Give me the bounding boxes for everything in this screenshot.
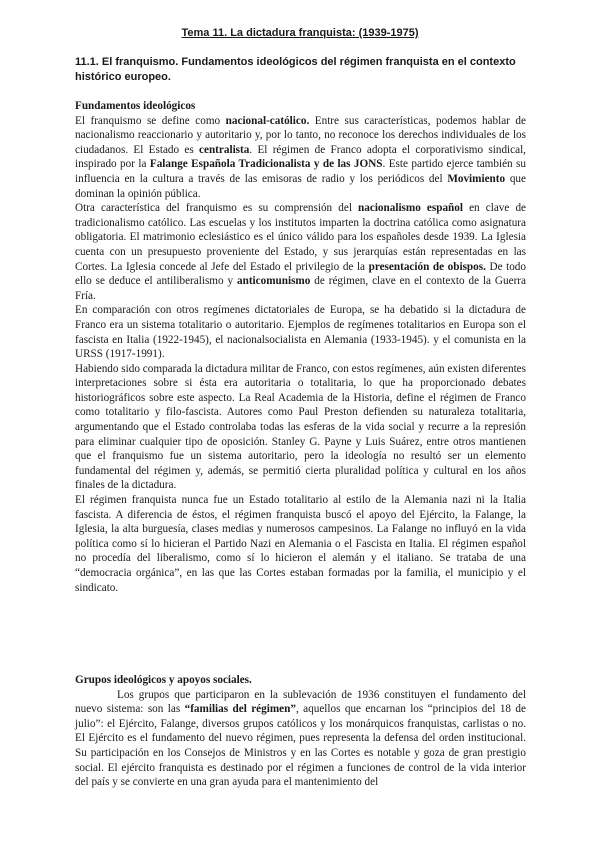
paragraph: En comparación con otros regímenes dictatoriales de Europa, se ha debatido si la dictadura de Franco era un sistema totalitario o autoritario. Ejemplos de regímenes totalitarios en Europa son el fascista en Italia (1922-1945), el nacionalsocialista en Alemania (1933-1945). y el comunista en la URSS (1917-1991). (75, 304, 526, 361)
emphasis: centralista (199, 143, 250, 156)
document-title: Tema 11. La dictadura franquista: (1939-1975) (181, 27, 419, 39)
paragraph: Otra característica del franquismo es su comprensión del nacionalismo español en clave de tradicionalismo católico. Las escuelas y los institutos imparten la doctrina católica como asignatura obligatoria. El matrimonio eclesiástico es el único válido para los españoles desde 1939. La Iglesia cuenta con un presupuesto proveniente del Estado, y sus jerarquías están representadas en las Cortes. La Iglesia concede al Jefe del Estado el privilegio de la presentación de obispos. De todo ello se deduce el antiliberalismo y anticomunismo de régimen, clave en el contexto de la Guerra Fría. (75, 202, 527, 302)
fundamentos-heading: Fundamentos ideológicos (75, 100, 196, 112)
paragraph: Los grupos que participaron en la sublevación de 1936 constituyen el fundamento del nuevo sistema: son las “familias del régimen”, aquellos que encarnan los “principios del 18 de julio”: el Ejército, Falange, diversos grupos católicos y los monárquicos franquistas, carlistas o no. El Ejército es el fundamento del nuevo régimen, pues representa la defensa del orden institucional. Su participación en los Consejos de Ministros y en las Cortes es notable y goza de gran prestigio social. El ejército franquista es destinado por el régimen a funciones de control de la vida interior del país y se convierte en una gran ayuda para el mantenimiento del (75, 688, 526, 789)
emphasis: Movimiento (447, 172, 506, 185)
emphasis: nacionalismo español (358, 202, 463, 215)
emphasis: “familias del régimen” (184, 703, 296, 716)
fundamentos-section (75, 99, 526, 595)
paragraph: El régimen franquista nunca fue un Estado totalitario al estilo de la Alemania nazi ni la Italia fascista. A diferencia de éstos, el régimen franquista buscó el apoyo del Ejército, la Falange, la Iglesia, la alta burguesía, clases medias y numerosos campesinos. La Falange no influyó en la vida política como sí lo hicieran el Partido Nazi en Alemania o el Fascista en Italia. El régimen español no procedía del liberalismo, como sí lo hicieron el alemán y el italiano. Se trataba de una “democracia orgánica”, en las que las Cortes estaban formadas por la familia, el municipio y el sindicato. (75, 494, 526, 594)
emphasis: presentación de obispos. (368, 260, 486, 273)
grupos-heading: Grupos ideológicos y apoyos sociales. (75, 674, 252, 686)
emphasis: anticomunismo (237, 275, 311, 288)
paragraph: El franquismo se define como nacional-católico. Entre sus características, podemos hablar de nacionalismo reaccionario y autoritario y, por lo tanto, no reconoce los derechos individuales de los ciudadanos. El Estado es centralista. El régimen de Franco adopta el corporativismo sindical, inspirado por la Falange Española Tradicionalista y de las JONS. Este partido ejerce también su influencia en la cultura a través de las emisoras de radio y los periódicos del Movimiento que dominan la opinión pública. (75, 114, 526, 200)
grupos-section (75, 673, 526, 790)
section-heading: 11.1. El franquismo. Fundamentos ideológicos del régimen franquista en el contexto histórico europeo. (75, 56, 516, 83)
emphasis: Falange Española Tradicionalista y de las JONS (149, 158, 383, 171)
emphasis: nacional-católico. (225, 114, 310, 127)
paragraph: Habiendo sido comparada la dictadura militar de Franco, con estos regímenes, aún existen diferentes interpretaciones sobre si ésta era autoritaria o totalitaria, lo que ha proporcionado debates historiográficos sobre este aspecto. La Real Academia de la Historia, define el régimen de Franco como totalitario y filo-fascista. Autores como Paul Preston defienden su naturaleza totalitaria, argumentando que el Estado controlaba todas las esferas de la vida social y recurre a la represión para eliminar cualquier tipo de oposición. Stanley G. Payne y Luis Suárez, entre otros mantienen que el franquismo fue un sistema autoritario, pero la ideología no resultó ser un elemento fundamental del régimen y, además, se permitió cierta pluralidad política y cultural en los años finales de la dictadura. (75, 362, 526, 492)
